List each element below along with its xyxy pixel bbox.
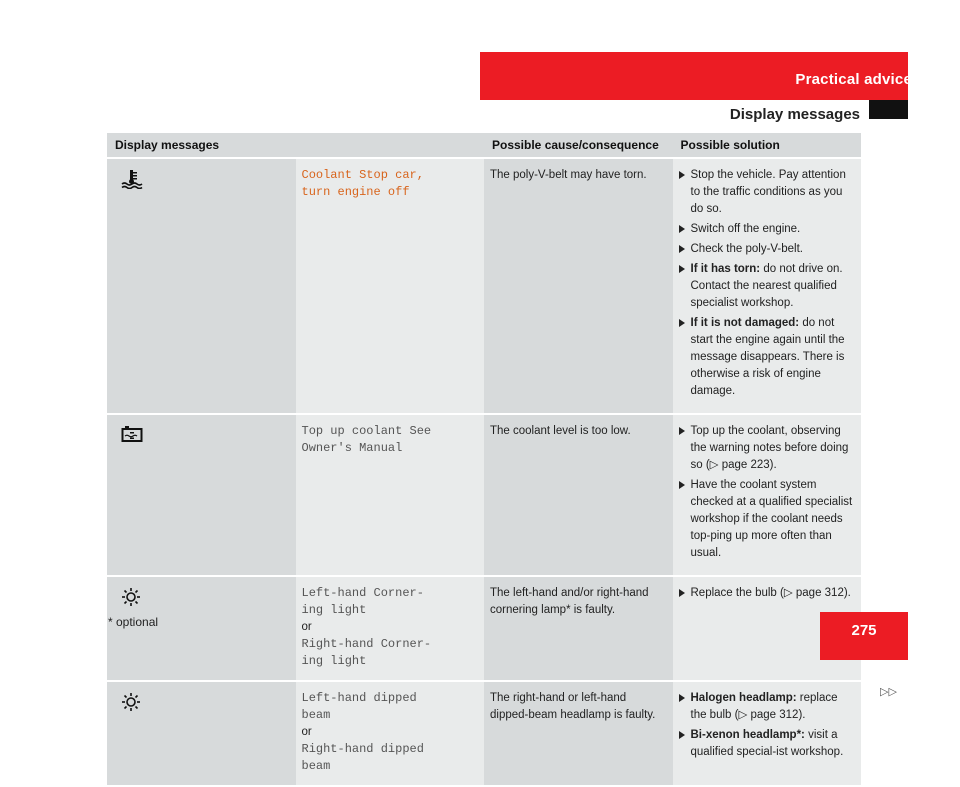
footnote: * optional (108, 615, 159, 629)
bulb-icon (121, 692, 141, 718)
coolant-temperature-icon (121, 169, 143, 195)
solution-item: Top up the coolant, observing the warning notes before doing so (▷ page 223). (679, 423, 856, 474)
table-row (107, 414, 861, 576)
bullet-arrow-icon (679, 694, 685, 702)
solution-item: Stop the vehicle. Pay attention to the traffic conditions as you do so. (679, 167, 856, 218)
table-row (107, 158, 861, 414)
solution-cell (673, 158, 862, 414)
bullet-arrow-icon (679, 427, 685, 435)
or-separator: or (301, 726, 312, 738)
solution-cell (673, 414, 862, 576)
coolant-level-icon (121, 425, 143, 449)
message-cell (296, 576, 485, 681)
page-number: 275 (851, 622, 877, 639)
cause-cell: The left-hand and/or right-hand cornering lamp* is faulty. (484, 576, 673, 681)
solution-cell (673, 681, 862, 786)
cause-cell: The right-hand or left-hand dipped-beam headlamp is faulty. (484, 681, 673, 786)
solution-item: Halogen headlamp: replace the bulb (▷ page 312). (679, 690, 856, 724)
cause-cell: The coolant level is too low. (484, 414, 673, 576)
display-message-text: Left-hand Corner- ing light (301, 586, 424, 617)
header-marker (869, 100, 908, 119)
or-separator: or (301, 621, 312, 633)
message-cell (296, 414, 485, 576)
table-row (107, 576, 861, 681)
subsection-title: Display messages (729, 106, 860, 123)
solution-item: Replace the bulb (▷ page 312). (679, 585, 856, 602)
section-title: Practical advice (795, 71, 912, 88)
display-message-text: Left-hand dipped beam (301, 691, 417, 722)
column-header-cause: Possible cause/consequence (484, 133, 673, 158)
bullet-arrow-icon (679, 265, 685, 273)
table-row (107, 681, 861, 786)
solution-item: Switch off the engine. (679, 221, 856, 238)
solution-item: If it is not damaged: do not start the engine again until the message disappears. There is otherwise a risk of engine damage. (679, 315, 856, 400)
bullet-arrow-icon (679, 171, 685, 179)
continued-arrows-icon: ▷▷ (880, 686, 897, 698)
display-message-text: Top up coolant See Owner's Manual (301, 424, 432, 455)
bullet-arrow-icon (679, 731, 685, 739)
message-cell (296, 681, 485, 786)
column-header-display-messages: Display messages (107, 133, 484, 158)
column-header-solution: Possible solution (673, 133, 862, 158)
icon-cell (107, 414, 296, 576)
display-message-text-alt: Right-hand Corner- ing light (301, 637, 432, 668)
bullet-arrow-icon (679, 589, 685, 597)
solution-item: Check the poly-V-belt. (679, 241, 856, 258)
table-header-row (107, 133, 861, 158)
solution-item: Bi-xenon headlamp*: visit a qualified special-ist workshop. (679, 727, 856, 761)
icon-cell (107, 158, 296, 414)
solution-item: Have the coolant system checked at a qualified specialist workshop if the coolant needs top-ping up more often than usual. (679, 477, 856, 562)
bullet-arrow-icon (679, 319, 685, 327)
display-messages-table (107, 133, 861, 787)
bullet-arrow-icon (679, 225, 685, 233)
display-message-text: Coolant Stop car, turn engine off (301, 168, 424, 199)
message-cell (296, 158, 485, 414)
bulb-icon (121, 587, 141, 613)
solution-item: If it has torn: do not drive on. Contact the nearest qualified specialist workshop. (679, 261, 856, 312)
bullet-arrow-icon (679, 481, 685, 489)
cause-cell: The poly-V-belt may have torn. (484, 158, 673, 414)
display-message-text-alt: Right-hand dipped beam (301, 742, 424, 773)
icon-cell (107, 681, 296, 786)
bullet-arrow-icon (679, 245, 685, 253)
